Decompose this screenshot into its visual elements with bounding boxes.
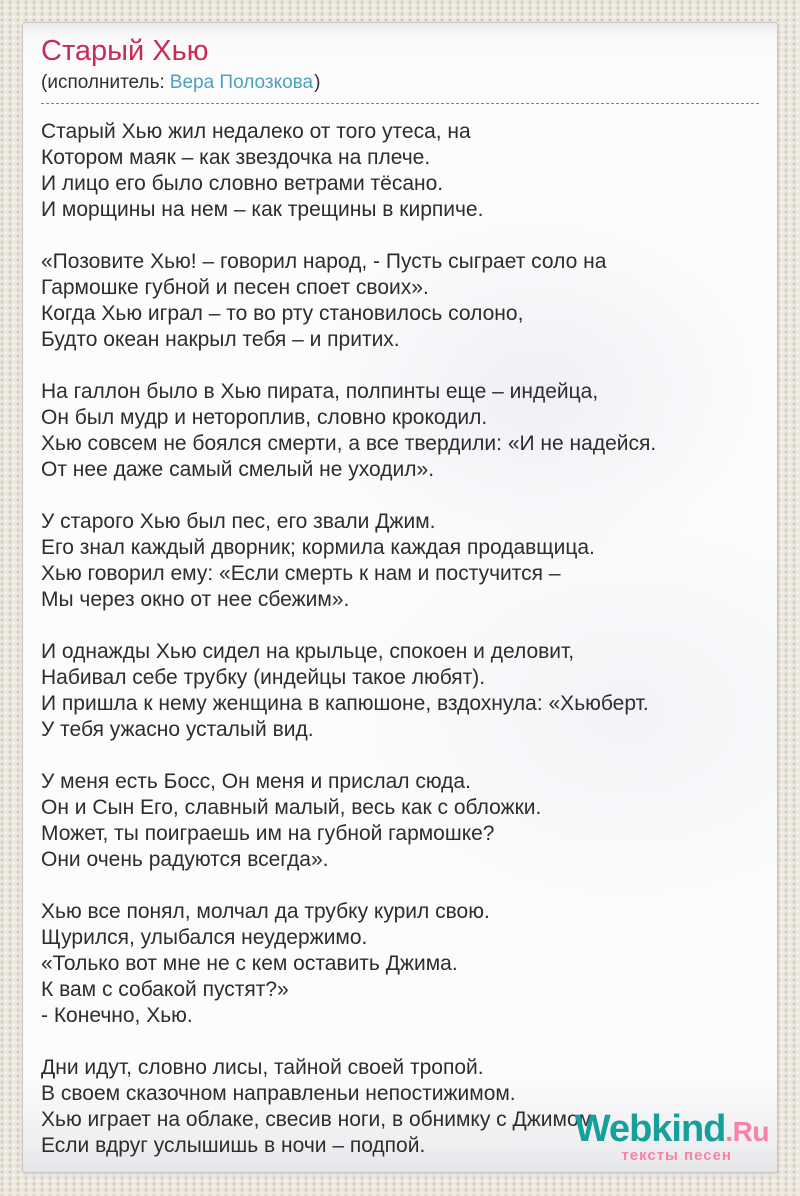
lyrics-stanza xyxy=(41,769,759,873)
lyrics-line: Набивал себе трубку (индейцы такое любят). xyxy=(41,666,486,689)
lyrics-line: «Только вот мне не с кем оставить Джима. xyxy=(41,952,458,975)
lyrics-line: Когда Хью играл – то во рту становилось солоно, xyxy=(41,302,524,325)
lyrics-stanza xyxy=(41,639,759,743)
artist-link[interactable]: Вера Полозкова xyxy=(169,72,314,93)
lyrics-line: У меня есть Босс, Он меня и прислал сюда. xyxy=(41,770,471,793)
lyrics-line: Котором маяк – как звездочка на плече. xyxy=(41,146,431,169)
lyrics-line: У тебя ужасно усталый вид. xyxy=(41,718,314,741)
lyrics-line: Его знал каждый дворник; кормила каждая продавщица. xyxy=(41,536,595,559)
artist-prefix: (исполнитель: xyxy=(41,72,165,93)
lyrics-line: К вам с собакой пустят?» xyxy=(41,978,289,1001)
lyrics-line: Может, ты поиграешь им на губной гармошке? xyxy=(41,822,495,845)
lyrics-line: И морщины на нем – как трещины в кирпиче. xyxy=(41,198,484,221)
lyrics-line: Хью совсем не боялся смерти, а все твердили: «И не надейся. xyxy=(41,432,657,455)
lyrics-line: В своем сказочном направленьи непостижимом. xyxy=(41,1082,516,1105)
lyrics-stanza xyxy=(41,379,759,483)
lyrics-line: На галлон было в Хью пирата, полпинты еще – индейца, xyxy=(41,380,599,403)
lyrics-line: У старого Хью был пес, его звали Джим. xyxy=(41,510,436,533)
lyrics-line: Старый Хью жил недалеко от того утеса, на xyxy=(41,120,471,143)
lyrics-stanza xyxy=(41,899,759,1029)
site-logo-link[interactable] xyxy=(565,1110,769,1170)
lyrics-line: Они очень радуются всегда». xyxy=(41,848,329,871)
lyrics-stanza xyxy=(41,249,759,353)
logo-tagline: тексты песен xyxy=(621,1147,732,1164)
lyrics-line: - Конечно, Хью. xyxy=(41,1004,193,1027)
lyrics-card xyxy=(22,22,778,1173)
lyrics-line: Он и Сын Его, славный малый, весь как с обложки. xyxy=(41,796,542,819)
lyrics xyxy=(41,119,759,1159)
lyrics-stanza xyxy=(41,119,759,223)
lyrics-line: От нее даже самый смелый не уходил». xyxy=(41,458,435,481)
lyrics-line: Хью говорил ему: «Если смерть к нам и постучится – xyxy=(41,562,561,585)
lyrics-line: И лицо его было словно ветрами тёсано. xyxy=(41,172,444,195)
lyrics-line: Мы через окно от нее сбежим». xyxy=(41,588,350,611)
lyrics-stanza xyxy=(41,509,759,613)
logo-webkind-text: Webkind xyxy=(574,1108,726,1150)
lyrics-line: Хью все понял, молчал да трубку курил свою. xyxy=(41,900,490,923)
lyrics-line: Если вдруг услышишь в ночи – подпой. xyxy=(41,1134,426,1157)
artist-line xyxy=(41,71,759,104)
lyrics-line: Дни идут, словно лисы, тайной своей тропой. xyxy=(41,1056,484,1079)
artist-suffix: ) xyxy=(314,72,321,93)
lyrics-line: И однажды Хью сидел на крыльце, спокоен и деловит, xyxy=(41,640,575,663)
lyrics-line: Он был мудр и нетороплив, словно крокодил. xyxy=(41,406,488,429)
lyrics-line: Будто океан накрыл тебя – и притих. xyxy=(41,328,400,351)
song-header xyxy=(41,35,759,104)
lyrics-line: Щурился, улыбался неудержимо. xyxy=(41,926,368,949)
logo-ru-text: .Ru xyxy=(725,1116,769,1147)
lyrics-line: И пришла к нему женщина в капюшоне, вздохнула: «Хьюберт. xyxy=(41,692,649,715)
lyrics-line: Гармошке губной и песен споет своих». xyxy=(41,276,429,299)
page-title: Старый Хью xyxy=(41,35,209,67)
lyrics-line: «Позовите Хью! – говорил народ, - Пусть сыграет соло на xyxy=(41,250,607,273)
lyrics-line: Хью играет на облаке, свесив ноги, в обнимку с Джимом. xyxy=(41,1108,599,1131)
